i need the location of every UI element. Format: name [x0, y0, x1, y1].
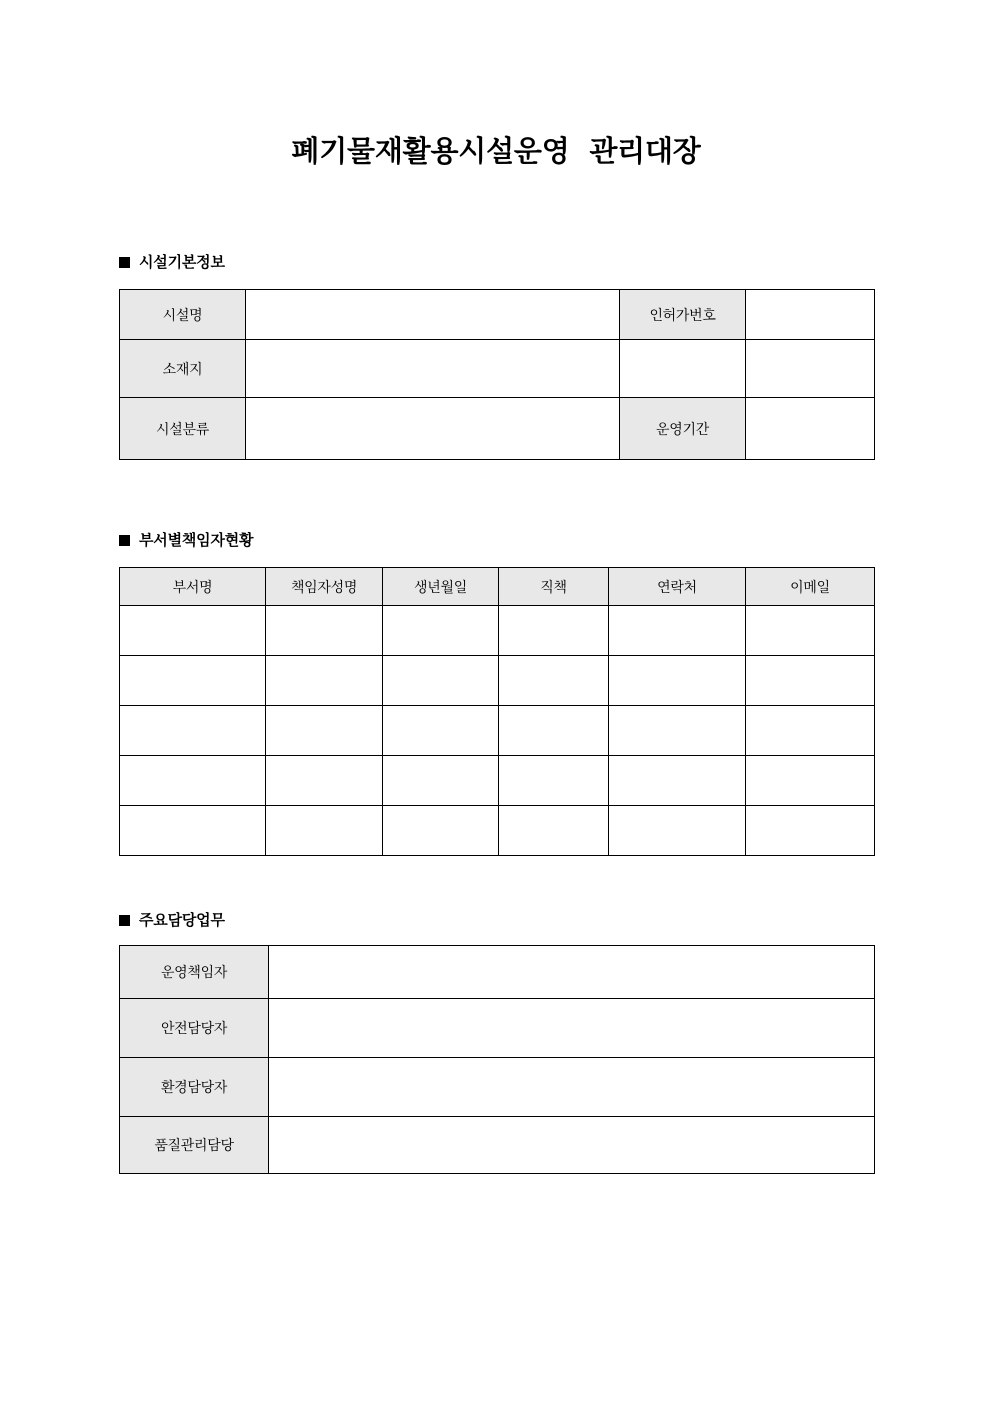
cell-contact[interactable]	[609, 706, 746, 756]
column-header-contact: 연락처	[609, 568, 746, 606]
cell-department[interactable]	[120, 656, 266, 706]
location-value[interactable]	[246, 340, 620, 398]
cell-department[interactable]	[120, 806, 266, 856]
page-title: 폐기물재활용시설운영 관리대장	[291, 134, 701, 168]
section-heading-label: 시설기본정보	[139, 253, 225, 271]
license-number-label: 인허가번호	[620, 290, 746, 340]
license-number-value[interactable]	[746, 290, 875, 340]
table-row	[120, 656, 875, 706]
operating-period-value[interactable]	[746, 398, 875, 460]
table-row	[120, 398, 875, 460]
cell-position[interactable]	[499, 706, 609, 756]
cell-department[interactable]	[120, 606, 266, 656]
column-header-email: 이메일	[746, 568, 875, 606]
location-extra-value[interactable]	[746, 340, 875, 398]
cell-birthdate[interactable]	[383, 706, 499, 756]
operation-manager-label: 운영책임자	[120, 946, 269, 999]
cell-manager-name[interactable]	[266, 606, 383, 656]
table-row	[120, 756, 875, 806]
cell-birthdate[interactable]	[383, 806, 499, 856]
section-heading-dept-managers	[119, 533, 253, 548]
cell-manager-name[interactable]	[266, 656, 383, 706]
cell-position[interactable]	[499, 806, 609, 856]
section-heading-main-duties	[119, 913, 225, 928]
cell-position[interactable]	[499, 756, 609, 806]
table-row	[120, 340, 875, 398]
facility-name-label: 시설명	[120, 290, 246, 340]
table-row	[120, 806, 875, 856]
table-row	[120, 946, 875, 999]
table-row	[120, 706, 875, 756]
main-duties-table	[119, 945, 875, 1174]
table-row	[120, 606, 875, 656]
table-row	[120, 1058, 875, 1117]
cell-contact[interactable]	[609, 806, 746, 856]
column-header-manager-name: 책임자성명	[266, 568, 383, 606]
location-extra-label	[620, 340, 746, 398]
column-header-birthdate: 생년월일	[383, 568, 499, 606]
cell-department[interactable]	[120, 706, 266, 756]
table-row	[120, 1117, 875, 1174]
section-heading-facility-info	[119, 255, 225, 270]
section-heading-label: 부서별책임자현황	[139, 531, 254, 549]
environment-manager-label: 환경담당자	[120, 1058, 269, 1117]
cell-email[interactable]	[746, 656, 875, 706]
dept-managers-table	[119, 567, 875, 856]
operation-manager-value[interactable]	[269, 946, 875, 999]
cell-contact[interactable]	[609, 606, 746, 656]
safety-manager-value[interactable]	[269, 999, 875, 1058]
cell-position[interactable]	[499, 656, 609, 706]
cell-manager-name[interactable]	[266, 756, 383, 806]
facility-category-value[interactable]	[246, 398, 620, 460]
cell-manager-name[interactable]	[266, 806, 383, 856]
operating-period-label: 운영기간	[620, 398, 746, 460]
cell-position[interactable]	[499, 606, 609, 656]
column-header-department: 부서명	[120, 568, 266, 606]
section-heading-label: 주요담당업무	[139, 911, 225, 929]
cell-birthdate[interactable]	[383, 606, 499, 656]
facility-name-value[interactable]	[246, 290, 620, 340]
square-bullet-icon	[119, 535, 130, 546]
safety-manager-label: 안전담당자	[120, 999, 269, 1058]
cell-contact[interactable]	[609, 656, 746, 706]
location-label: 소재지	[120, 340, 246, 398]
cell-birthdate[interactable]	[383, 656, 499, 706]
cell-birthdate[interactable]	[383, 756, 499, 806]
cell-manager-name[interactable]	[266, 706, 383, 756]
square-bullet-icon	[119, 257, 130, 268]
facility-category-label: 시설분류	[120, 398, 246, 460]
cell-email[interactable]	[746, 806, 875, 856]
facility-info-table	[119, 289, 875, 460]
cell-email[interactable]	[746, 606, 875, 656]
environment-manager-value[interactable]	[269, 1058, 875, 1117]
table-row	[120, 290, 875, 340]
square-bullet-icon	[119, 915, 130, 926]
table-header-row	[120, 568, 875, 606]
table-row	[120, 999, 875, 1058]
quality-manager-label: 품질관리담당	[120, 1117, 269, 1174]
quality-manager-value[interactable]	[269, 1117, 875, 1174]
cell-department[interactable]	[120, 756, 266, 806]
column-header-position: 직책	[499, 568, 609, 606]
cell-contact[interactable]	[609, 756, 746, 806]
cell-email[interactable]	[746, 706, 875, 756]
cell-email[interactable]	[746, 756, 875, 806]
